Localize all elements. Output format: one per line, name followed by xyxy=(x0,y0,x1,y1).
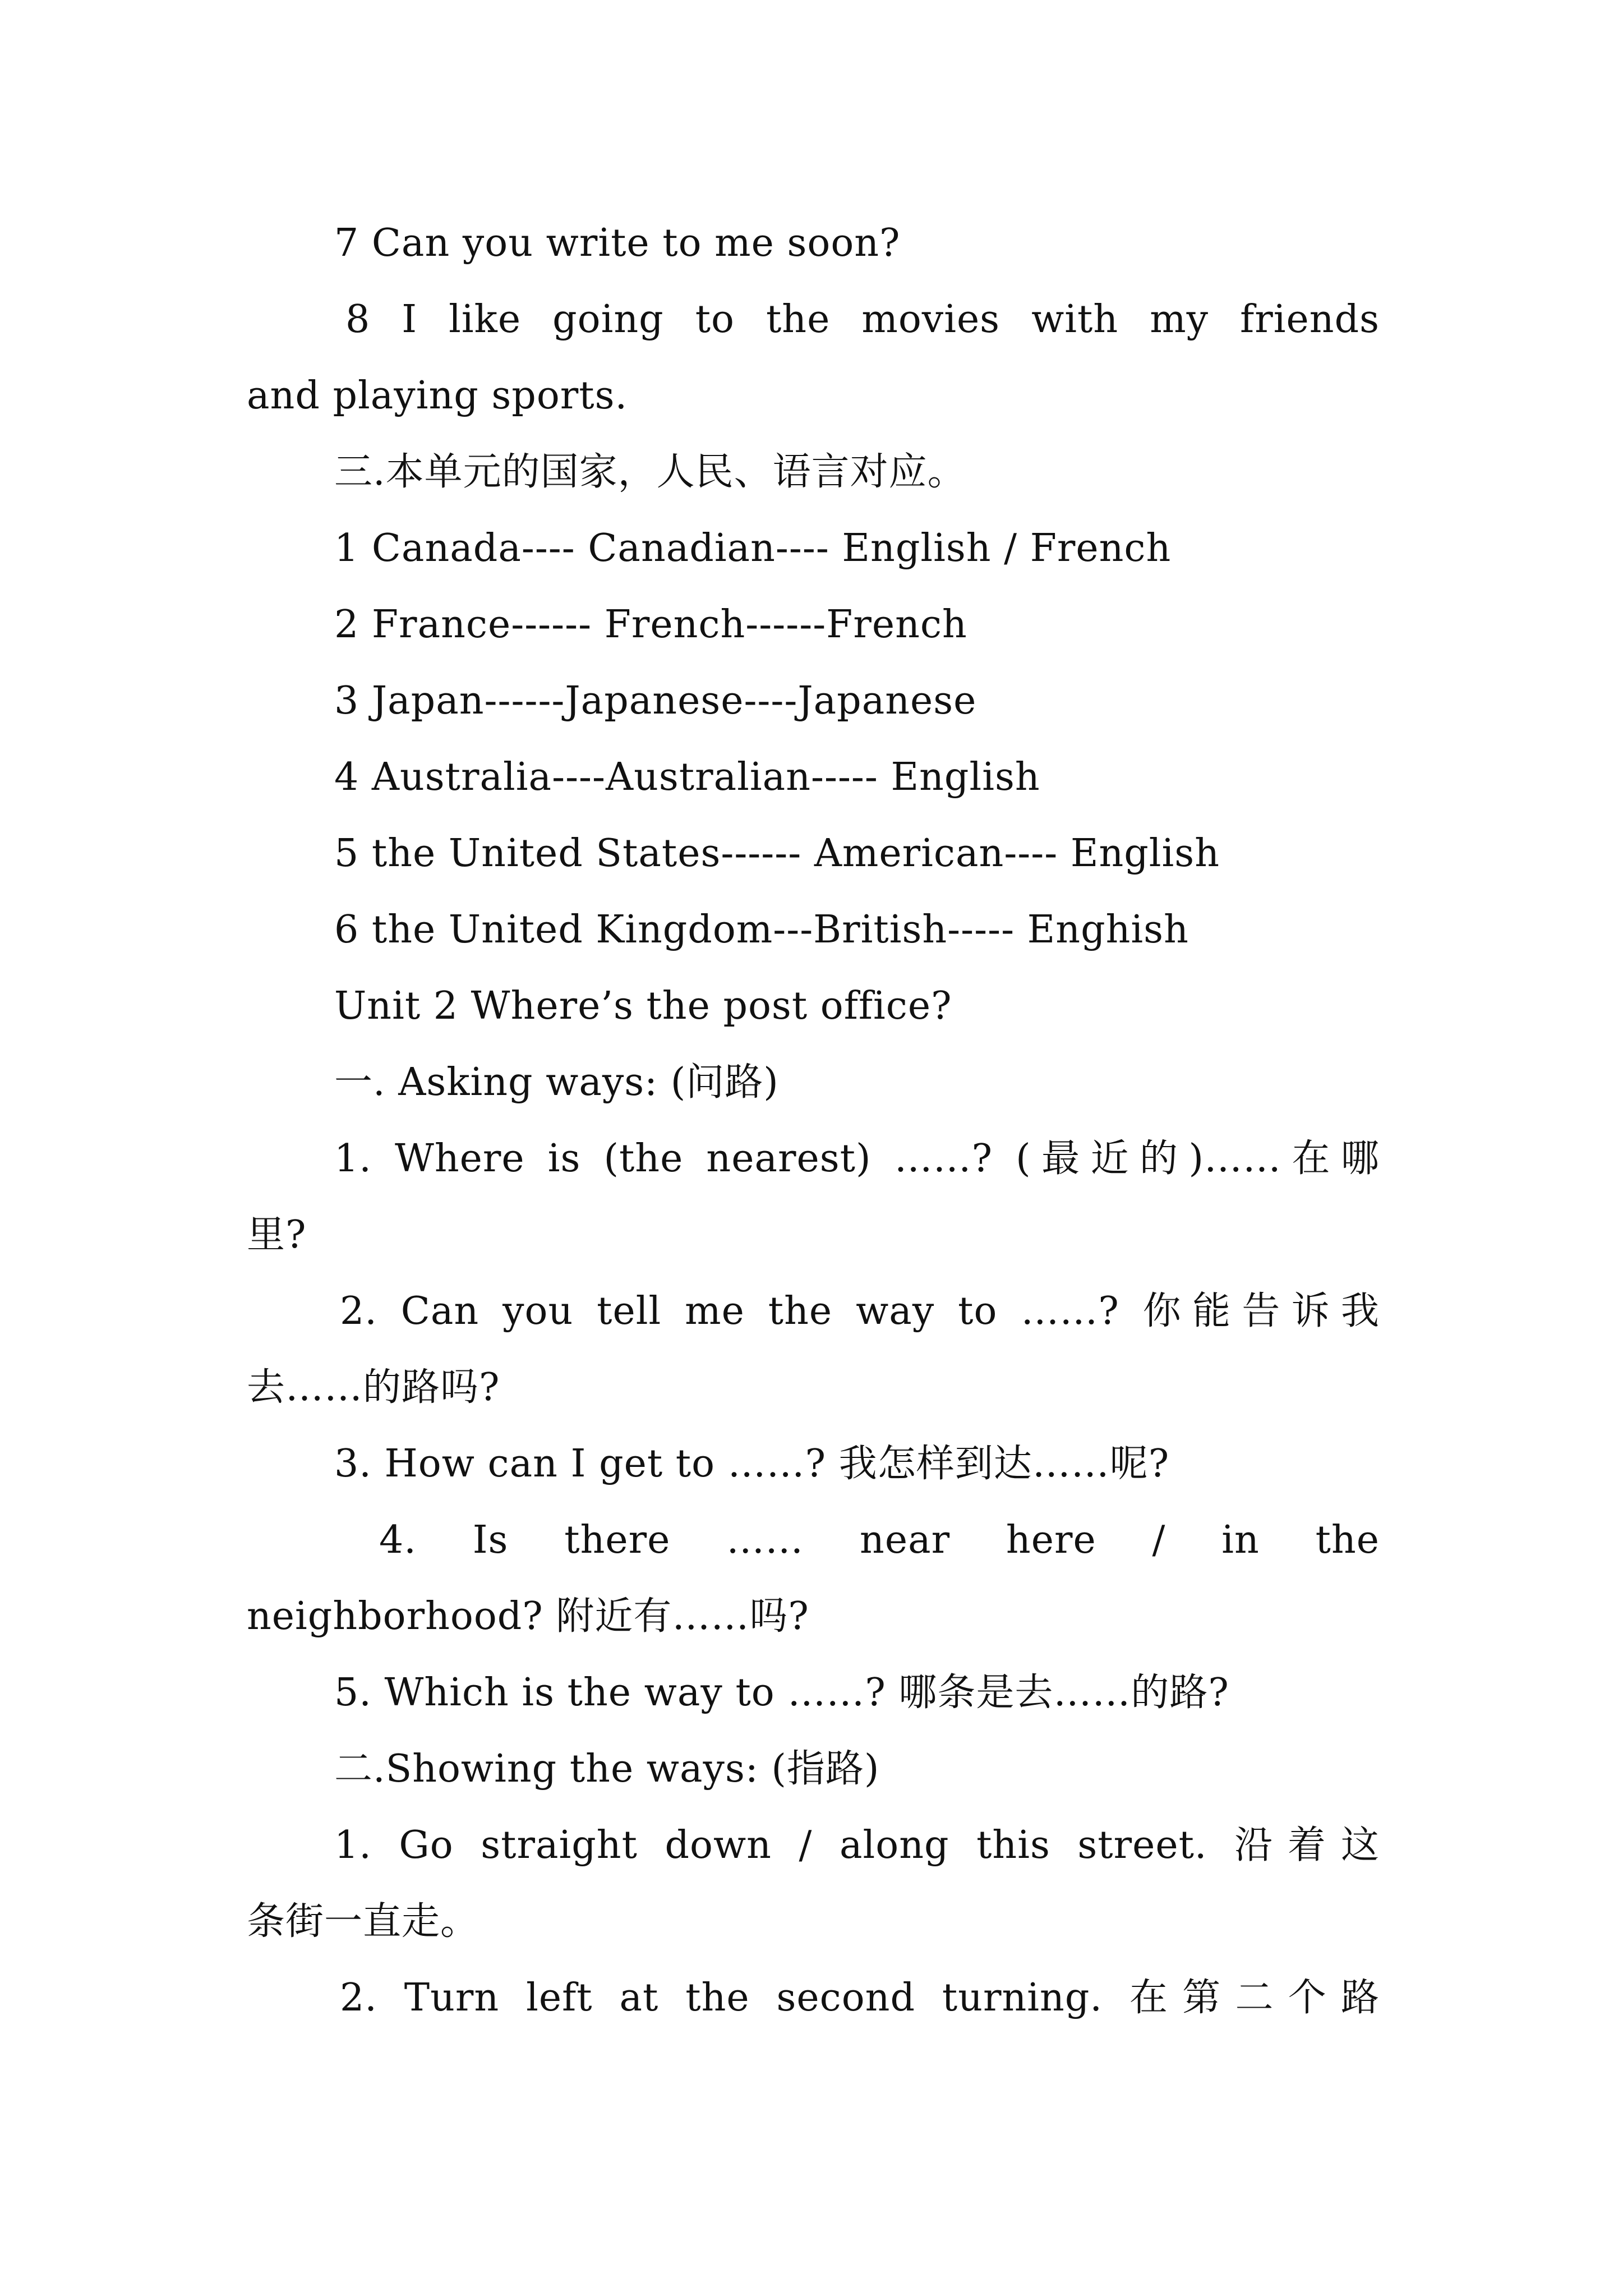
text-line-where-is-nearest-cont: 里? xyxy=(247,1213,307,1257)
text-line-where-is-nearest: 1. Where is (the nearest) ……? (最近的)……在哪 xyxy=(334,1137,1380,1181)
text-line-france: 2 France------ French------French xyxy=(334,602,967,647)
text-line-like-going-movies: 8 I like going to the movies with my friends xyxy=(345,297,1380,342)
text-line-how-can-i-get: 3. How can I get to ……? 我怎样到达……呢? xyxy=(334,1442,1170,1486)
unit-title: Unit 2 Where’s the post office? xyxy=(334,984,952,1028)
section-heading-asking-ways: 一. Asking ways: (问路) xyxy=(334,1060,779,1105)
text-line-turn-left: 2. Turn left at the second turning. 在第二个路 xyxy=(340,1976,1380,2020)
text-line-is-there: 4. Is there …… near here / in the xyxy=(379,1518,1380,1562)
text-line-neighborhood: neighborhood? 附近有……吗? xyxy=(247,1594,809,1639)
text-line-go-straight-cont: 条街一直走。 xyxy=(247,1899,479,1944)
text-line-united-states: 5 the United States------ American---- English xyxy=(334,831,1220,876)
text-line-canada: 1 Canada---- Canadian---- English / French xyxy=(334,526,1172,570)
text-line-united-kingdom: 6 the United Kingdom---British----- Enghish xyxy=(334,908,1189,952)
text-line-go-straight: 1. Go straight down / along this street. 沿着这 xyxy=(334,1823,1380,1867)
section-heading-showing-ways: 二.Showing the ways: (指路) xyxy=(334,1747,880,1791)
text-line-playing-sports: and playing sports. xyxy=(247,374,628,418)
text-line-tell-me-the-way-cont: 去……的路吗? xyxy=(247,1365,500,1410)
text-line-tell-me-the-way: 2. Can you tell me the way to ……? 你能告诉我 xyxy=(340,1289,1380,1333)
section-heading-countries: 三.本单元的国家，人民、语言对应。 xyxy=(334,450,966,494)
text-line-australia: 4 Australia----Australian----- English xyxy=(334,755,1040,799)
text-line-can-you-write: 7 Can you write to me soon? xyxy=(334,221,901,265)
text-line-japan: 3 Japan------Japanese----Japanese xyxy=(334,679,977,723)
text-line-which-is-the-way: 5. Which is the way to ……? 哪条是去……的路? xyxy=(334,1671,1229,1715)
